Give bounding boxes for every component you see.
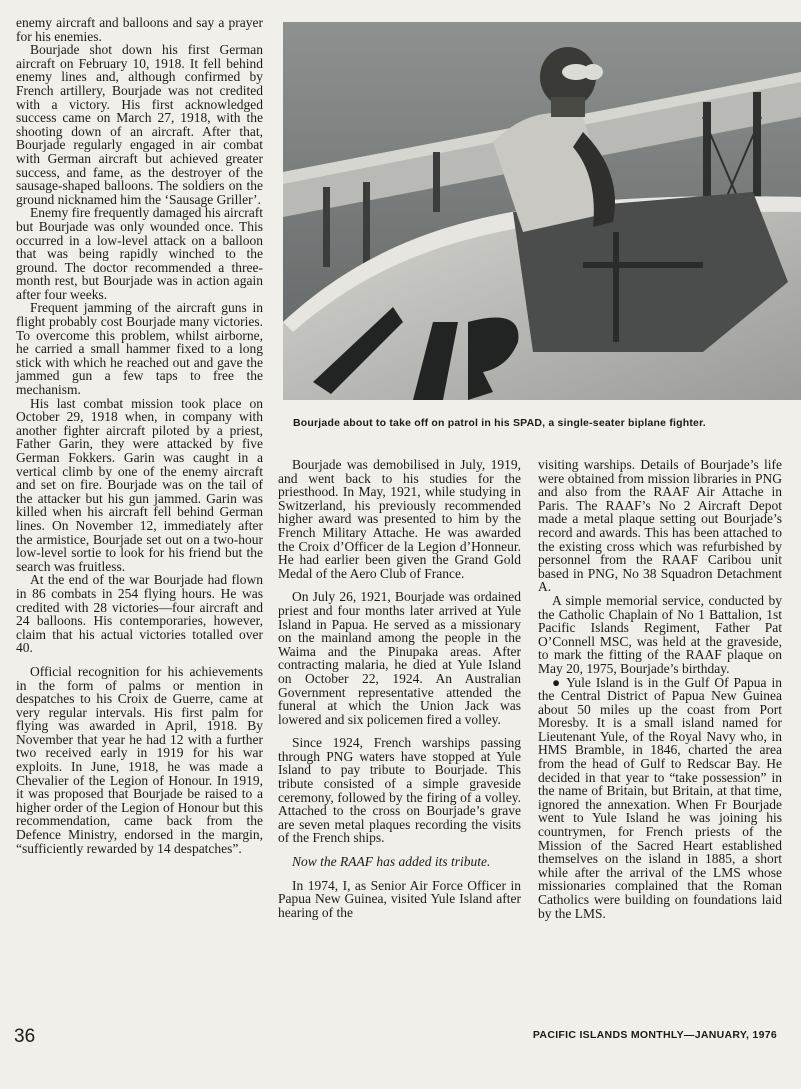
- paragraph: Official recognition for his achievements in the form of palms or mention in despatches to his Croix de Guerre, came at very regular intervals. His first palm for flying was awarded in April, 1918. By November that year he had 12 with a further two received early in 1919 for his war exploits. In June, 1918, he was made a Chevalier of the Legion of Honour. In 1919, it was proposed that Bourjade be raised to a higher order of the Legion of Honour but this recommendation, came back from the Defence Ministry, endorsed in the margin, “sufficiently rewarded by 14 despatches”.: [16, 663, 263, 856]
- article-column-1: [16, 16, 263, 855]
- article-column-3: [538, 458, 782, 920]
- paragraph: Since 1924, French warships passing through PNG waters have stopped at Yule Island to pay tribute to Bourjade. This tribute consisted of a simple graveside ceremony, followed by the firing of a volley. Attached to the cross on Bourjade’s grave are seven metal plaques recording the visits of the French ships.: [278, 735, 521, 846]
- paragraph: A simple memorial service, conducted by the Catholic Chaplain of No 1 Battalion, 1st Pacific Islands Regiment, Father Pat O’Connell MSC, was held at the graveside, to mark the fitting of the RAAF plaque on May 20, 1975, Bourjade’s birthday.: [538, 592, 782, 676]
- paragraph: ● Yule Island is in the Gulf Of Papua in the Central District of Papua New Guinea about 50 miles up the coast from Port Moresby. It is a small island named for Lieutenant Yule, of the Royal Navy who, in HMS Bramble, in 1846, charted the area from the head of Gulf to Redscar Bay. He decided in that year to “take possession” in the name of Britain, but Britain, at that time, ignored the annexation. When Fr Bourjade went to Yule Island he was joining his countrymen, for French priests of the Mission of the Sacred Heart established themselves on the island in 1885, a short while after the arrival of the LMS whose missionaries complained that the Roman Catholics were building on foundations laid by the LMS.: [538, 674, 782, 921]
- paragraph: Bourjade was demobilised in July, 1919, and went back to his studies for the priesthood. In May, 1921, while studying in Switzerland, his previously recommended higher award was presented to him by the French Military Attache. He was awarded the Croix d’Officer de la Legion d’Honneur. He had earlier been given the Grand Gold Medal of the Aero Club of France.: [278, 457, 521, 581]
- publication-footer: PACIFIC ISLANDS MONTHLY—JANUARY, 1976: [532, 1029, 777, 1041]
- paragraph: Enemy fire frequently damaged his aircraft but Bourjade was only wounded once. This occurred in a low-level attack on a balloon that was being rapidly winched to the ground. The doctor recommended a three-month rest, but Bourjade was in action again after four weeks.: [16, 205, 263, 302]
- paragraph: visiting warships. Details of Bourjade’s life were obtained from mission libraries in PNG and also from the RAAF Air Attache in Paris. The RAAF’s No 2 Aircraft Depot made a metal plaque setting out Bourjade’s record and awards. This has been attached to the existing cross which was refurbished by personnel from the RAAF Caribou unit based in PNG, No 38 Squadron Detachment A.: [538, 457, 782, 595]
- paragraph: Bourjade shot down his first German aircraft on February 10, 1918. It fell behind enemy lines and, although confirmed by French artillery, Bourjade was not credited with a victory. His first acknowledged success came on March 27, 1918, with the shooting down of an aircraft. After that, Bourjade regularly engaged in air combat with German aircraft but achieved greater success, and fame, as the destroyer of the sausage-shaped balloons. The soldiers on the ground nicknamed him the ‘Sausage Griller’.: [16, 42, 263, 207]
- paragraph-italic: Now the RAAF has added its tribute.: [292, 854, 491, 870]
- paragraph: In 1974, I, as Senior Air Force Officer in Papua New Guinea, visited Yule Island after hearing of the: [278, 877, 521, 920]
- paragraph: Frequent jamming of the aircraft guns in flight probably cost Bourjade many victories. To overcome this problem, whilst airborne, he carried a small hammer fixed to a long stick with which he reached out and gave the jammed gun a few taps to free the mechanism.: [16, 300, 263, 398]
- paragraph: His last combat mission took place on October 29, 1918 when, in company with another fighter aircraft piloted by a priest, Father Garin, they were attacked by five German Fokkers. Garin was caught in a vertical climb by one of the enemy aircraft and set on fire. Bourjade was on the tail of the attacker but his gun jammed. Garin was killed when his aircraft fell behind German lines. On November 12, immediately after the armistice, Bourjade set out on a two-hour low-level sortie to look for his friend but the search was fruitless.: [16, 395, 263, 574]
- article-column-2: [278, 458, 521, 919]
- paragraph: enemy aircraft and balloons and say a prayer for his enemies.: [16, 15, 263, 44]
- photo-biplane-pilot: [283, 22, 801, 400]
- photo-caption: Bourjade about to take off on patrol in his SPAD, a single-seater biplane fighter.: [293, 417, 706, 429]
- paragraph: At the end of the war Bourjade had flown in 86 combats in 254 flying hours. He was credited with 28 victories—four aircraft and 24 balloons. His contemporaries, however, claim that his actual victories totalled over 40.: [16, 572, 263, 656]
- page-number: 36: [14, 1026, 36, 1047]
- paragraph: On July 26, 1921, Bourjade was ordained priest and four months later arrived at Yule Island in Papua. He served as a missionary on the mainland among the people in the Waima and the Pinupaka areas. After contracting malaria, he died at Yule Island on October 22, 1924. An Australian Government representative attended the funeral at which the Union Jack was lowered and six policemen fired a volley.: [278, 589, 521, 727]
- photo-illustration: [283, 22, 801, 400]
